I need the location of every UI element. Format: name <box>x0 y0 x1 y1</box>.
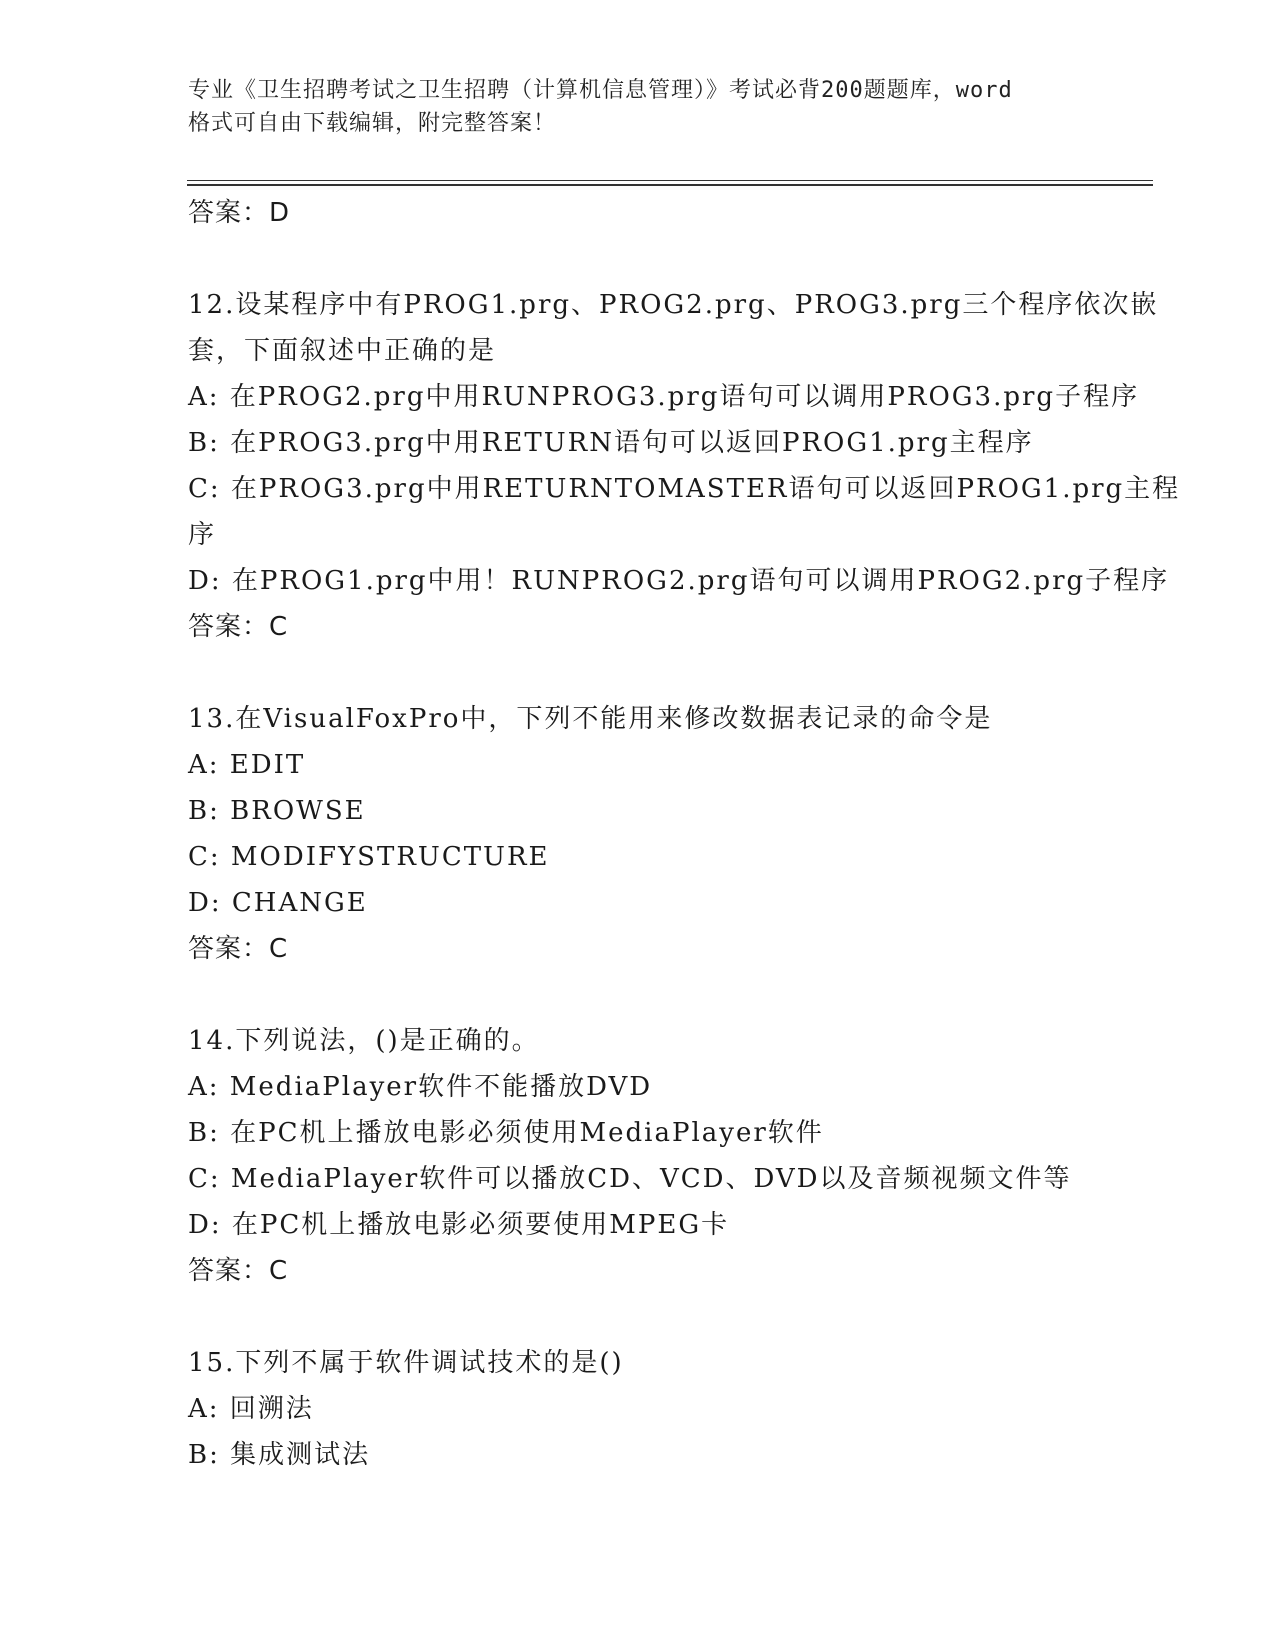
header-line-2: 格式可自由下载编辑，附完整答案！ <box>188 111 557 136</box>
option-a: A: 回溯法 <box>188 1394 314 1424</box>
option-b: B: BROWSE <box>188 796 366 826</box>
option-a: A: MediaPlayer软件不能播放DVD <box>188 1072 653 1102</box>
document-body <box>188 190 1181 1478</box>
option-c: C: MediaPlayer软件可以播放CD、VCD、DVD以及音频视频文件等 <box>188 1164 1072 1194</box>
page-header <box>188 74 1088 140</box>
question-stem: 14.下列说法，()是正确的。 <box>188 1026 540 1056</box>
option-c: C: 在PROG3.prg中用RETURNTOMASTER语句可以返回PROG1.prg主程 <box>188 474 1181 504</box>
header-line-1: 专业《卫生招聘考试之卫生招聘（计算机信息管理）》考试必背200题题库，word <box>188 78 1013 103</box>
header-rule-thick <box>187 184 1153 186</box>
question-14 <box>188 1018 1088 1294</box>
option-b: B: 集成测试法 <box>188 1440 371 1470</box>
option-c: C: MODIFYSTRUCTURE <box>188 842 550 872</box>
header-rule-thin <box>187 180 1153 181</box>
answer-label: 答案：D <box>188 198 291 228</box>
option-b: B: 在PC机上播放电影必须使用MediaPlayer软件 <box>188 1118 824 1148</box>
answer-label: 答案：C <box>188 1256 289 1286</box>
answer-label: 答案：C <box>188 934 289 964</box>
option-d: D: CHANGE <box>188 888 368 918</box>
option-d: D: 在PROG1.prg中用！RUNPROG2.prg语句可以调用PROG2.prg子程序 <box>188 566 1170 596</box>
question-stem: 13.在VisualFoxPro中，下列不能用来修改数据表记录的命令是 <box>188 704 993 734</box>
answer-label: 答案：C <box>188 612 289 642</box>
question-13 <box>188 696 1088 972</box>
question-stem: 15.下列不属于软件调试技术的是() <box>188 1348 624 1378</box>
option-a: A: 在PROG2.prg中用RUNPROG3.prg语句可以调用PROG3.prg子程序 <box>188 382 1140 412</box>
option-d: D: 在PC机上播放电影必须要使用MPEG卡 <box>188 1210 730 1240</box>
question-stem: 12.设某程序中有PROG1.prg、PROG2.prg、PROG3.prg三个程序依次嵌 <box>188 290 1159 320</box>
question-12 <box>188 282 1181 650</box>
option-a: A: EDIT <box>188 750 306 780</box>
question-stem-continued: 套，下面叙述中正确的是 <box>188 336 497 366</box>
question-15 <box>188 1340 1088 1478</box>
option-b: B: 在PROG3.prg中用RETURN语句可以返回PROG1.prg主程序 <box>188 428 1034 458</box>
option-c-continued: 序 <box>188 520 217 550</box>
